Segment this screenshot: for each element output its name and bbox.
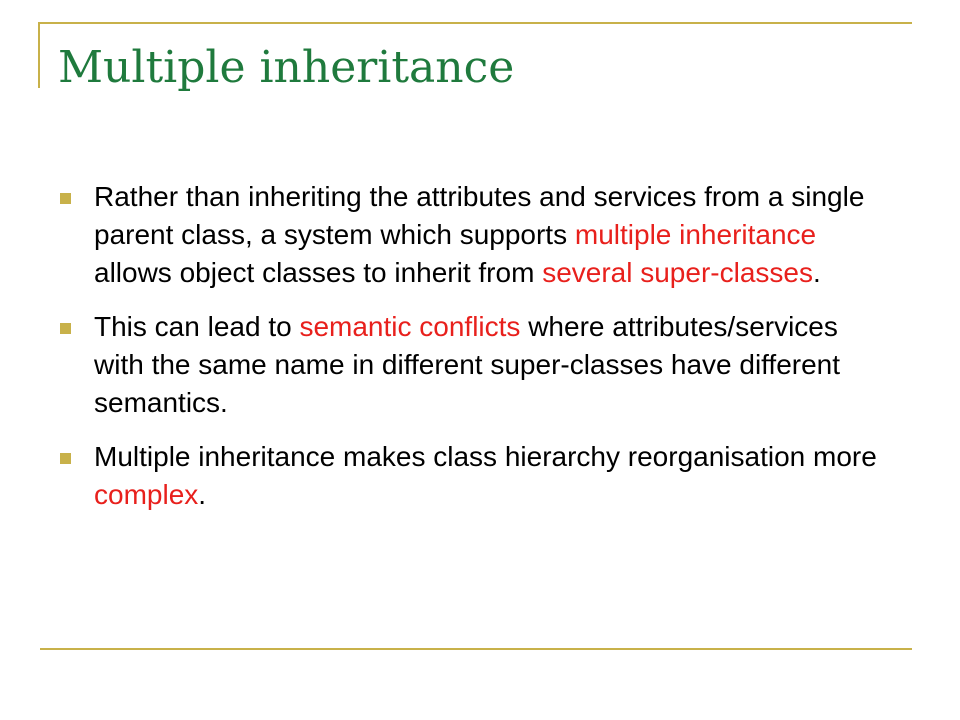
bullet-text xyxy=(94,181,864,288)
left-rule xyxy=(38,22,40,88)
bullet-text-segment: This can lead to xyxy=(94,311,300,342)
bullet-item-1 xyxy=(60,178,880,292)
highlighted-term: semantic conflicts xyxy=(299,311,521,342)
bullet-text-segment: Multiple inheritance makes class hierarchy reorganisation more xyxy=(94,441,877,472)
bullet-text xyxy=(94,441,877,510)
bullet-item-2 xyxy=(60,308,880,422)
square-bullet-icon xyxy=(60,323,71,334)
bullet-text-segment: allows object classes to inherit from xyxy=(94,257,543,288)
top-rule xyxy=(38,22,912,24)
bullet-text xyxy=(94,311,840,418)
bottom-rule xyxy=(40,648,912,650)
bullet-item-3 xyxy=(60,438,880,514)
square-bullet-icon xyxy=(60,193,71,204)
bullet-text-segment: where attributes/services with the same name in different super-classes have different semantics. xyxy=(94,311,841,418)
highlighted-term: several super-classes xyxy=(542,257,813,288)
bullet-text-segment: Rather than inheriting the attributes and services from a single parent class, a system which supports xyxy=(94,181,865,250)
bullet-text-segment: . xyxy=(812,257,821,288)
bullet-list xyxy=(60,178,880,530)
square-bullet-icon xyxy=(60,453,71,464)
highlighted-term: complex xyxy=(94,479,199,510)
highlighted-term: multiple inheritance xyxy=(574,219,817,250)
bullet-text-segment: . xyxy=(198,479,207,510)
slide-title: Multiple inheritance xyxy=(58,42,515,93)
